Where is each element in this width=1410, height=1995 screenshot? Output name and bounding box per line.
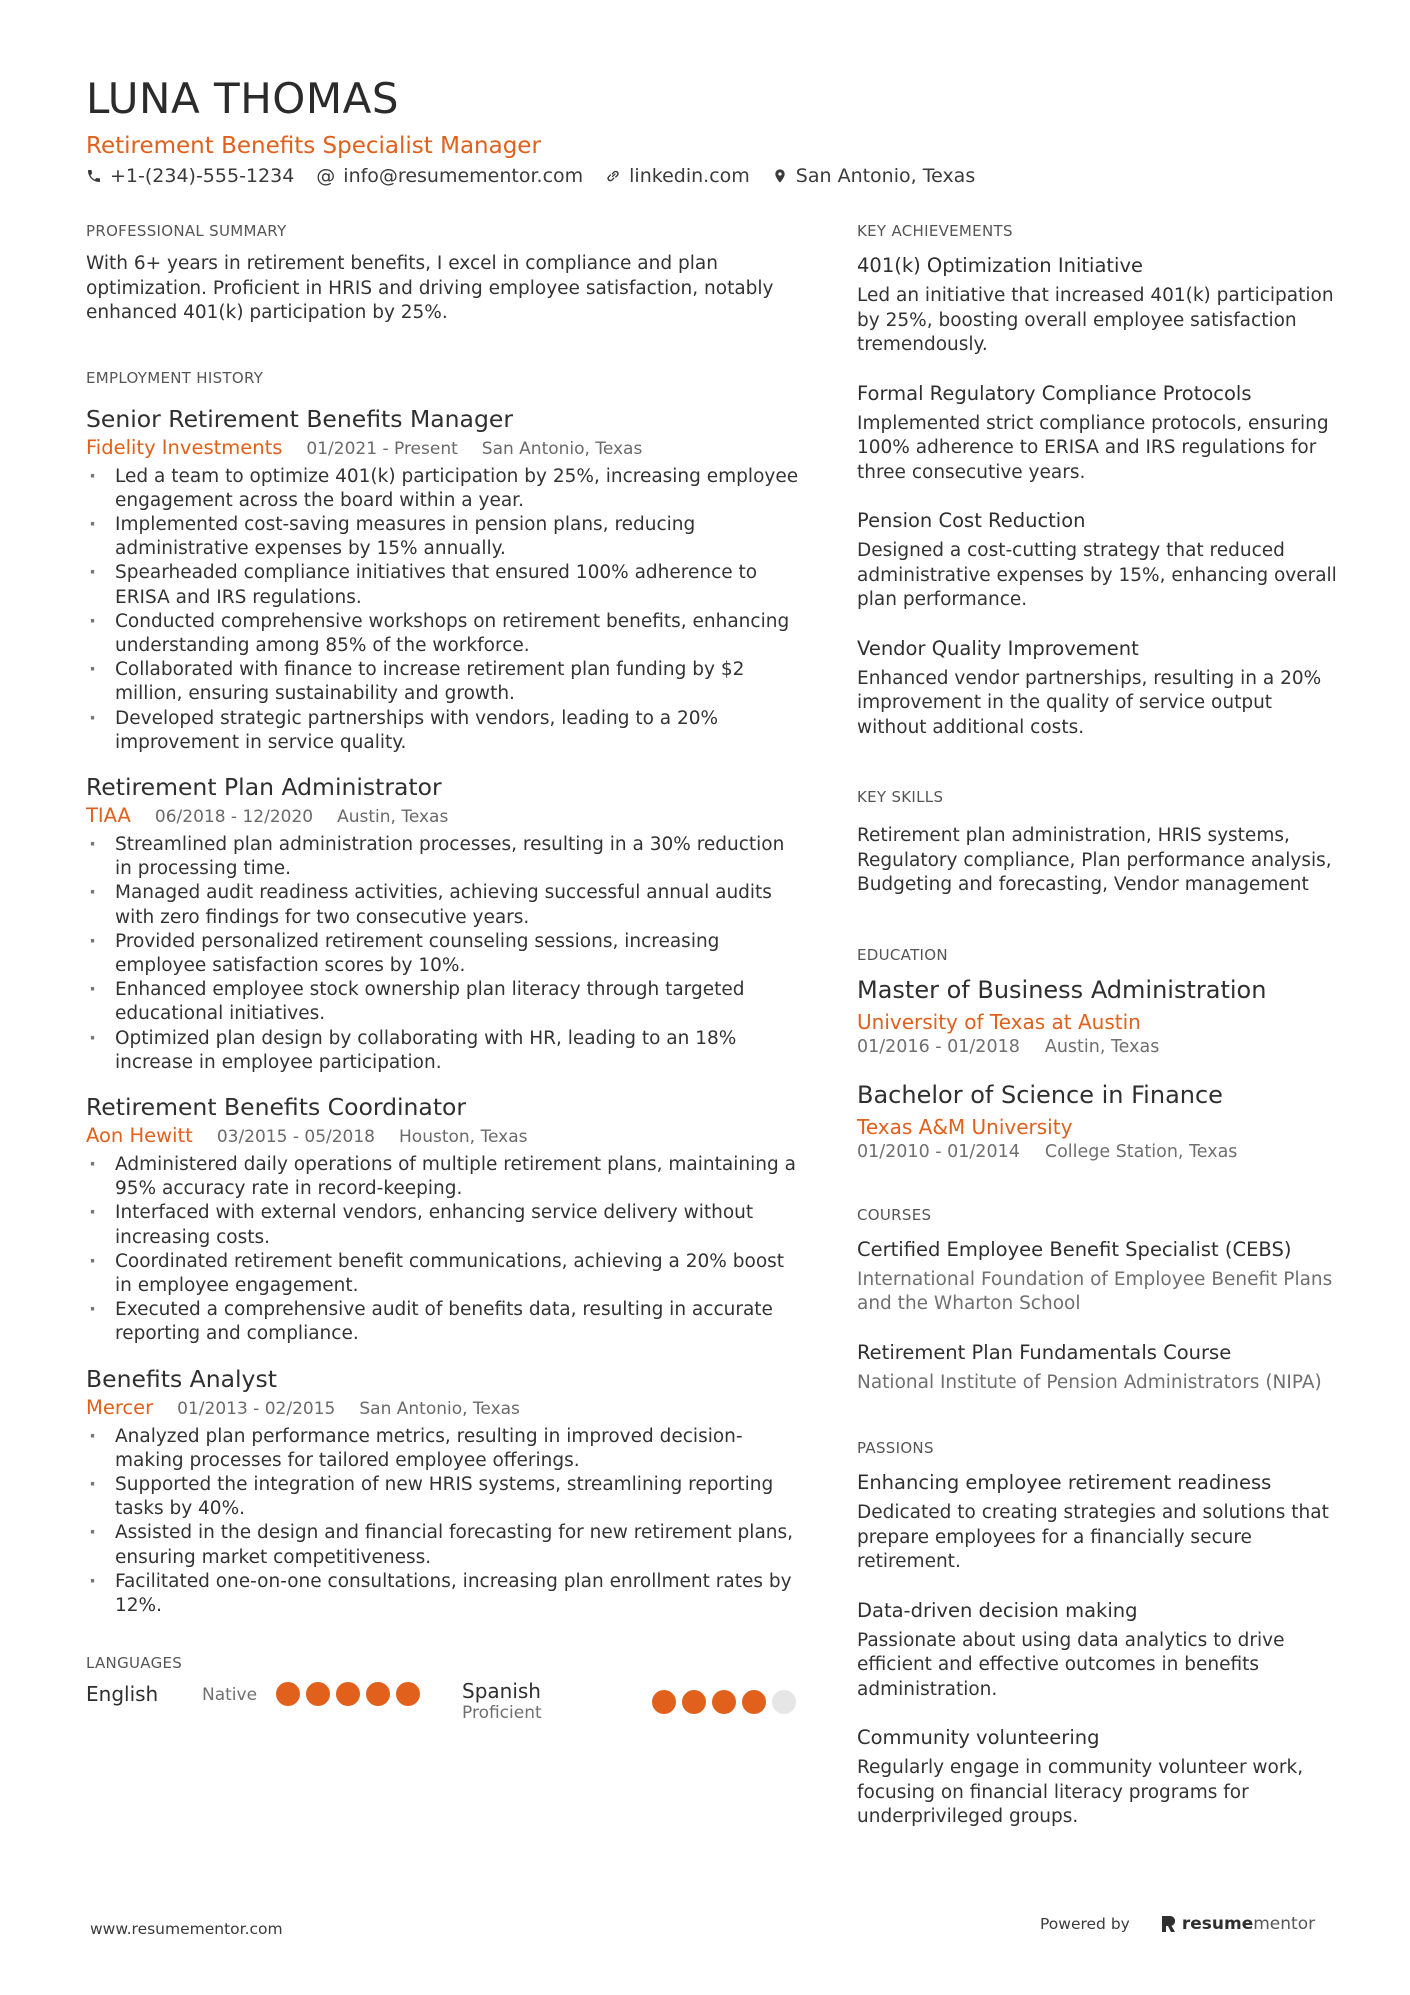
phone-text: +1-(234)-555-1234 (110, 165, 295, 187)
summary-text: With 6+ years in retirement benefits, I excel in compliance and plan optimization. Proficient in HRIS and driving employee satisfaction, notably enhanced 401(k) participation by 25%. (86, 253, 774, 323)
job-bullet: · Implemented cost-saving measures in pension plans, reducing administrative expenses by 15% annually. (86, 513, 806, 561)
candidate-name: LUNA THOMAS (86, 74, 399, 123)
powered-by-text: Powered by (1040, 1915, 1130, 1933)
job-bullet: · Executed a comprehensive audit of benefits data, resulting in accurate reporting and compliance. (86, 1298, 806, 1346)
job-bullet: · Enhanced employee stock ownership plan literacy through targeted educational initiatives. (86, 978, 806, 1026)
job-location: Austin, Texas (337, 806, 449, 827)
job-entry (86, 773, 806, 1075)
achievement-text: Designed a cost-cutting strategy that reduced administrative expenses by 15%, enhancing overall plan performance. (857, 540, 1337, 610)
contact-phone[interactable] (86, 165, 294, 187)
job-location: San Antonio, Texas (359, 1398, 520, 1419)
job-entry (86, 405, 806, 755)
job-bullet: · Managed audit readiness activities, achieving successful annual audits with zero findings for two consecutive years. (86, 881, 806, 929)
education-degree: Master of Business Administration (857, 975, 1267, 1004)
achievement-item (857, 254, 1337, 358)
passions-label: PASSIONS (857, 1439, 934, 1457)
passion-item (857, 1726, 1337, 1830)
languages-label: LANGUAGES (86, 1654, 183, 1673)
job-bullet: · Supported the integration of new HRIS systems, streamlining reporting tasks by 40%. (86, 1473, 806, 1521)
job-dates: 03/2015 - 05/2018 (216, 1126, 376, 1147)
job-bullet: · Optimized plan design by collaborating with HR, leading to an 18% increase in employee participation. (86, 1027, 806, 1075)
job-bullet: · Facilitated one-on-one consultations, increasing plan enrollment rates by 12%. (86, 1570, 806, 1618)
job-dates: 01/2021 - Present (306, 438, 458, 459)
job-meta (86, 804, 806, 827)
passion-text: Regularly engage in community volunteer work, focusing on financial literacy programs for underprivileged groups. (857, 1757, 1304, 1827)
achievement-title: Pension Cost Reduction (857, 509, 1086, 532)
job-bullets (86, 1425, 806, 1619)
job-bullet: · Interfaced with external vendors, enhancing service delivery without increasing costs. (86, 1201, 806, 1249)
education-degree: Bachelor of Science in Finance (857, 1080, 1223, 1109)
passion-title: Data-driven decision making (857, 1598, 1138, 1622)
contact-location (772, 165, 975, 187)
achievement-text: Enhanced vendor partnerships, resulting in a 20% improvement in the quality of service output without additional costs. (857, 667, 1322, 738)
passion-item (857, 1471, 1337, 1575)
job-dates: 06/2018 - 12/2020 (154, 806, 314, 827)
summary-label: PROFESSIONAL SUMMARY (86, 222, 287, 240)
at-icon: @ (316, 165, 336, 187)
resumementor-logo-icon (1160, 1915, 1176, 1933)
job-title: Retirement Benefits Coordinator (86, 1092, 467, 1121)
achievement-item (857, 382, 1337, 486)
job-title: Retirement Plan Administrator (86, 772, 442, 801)
course-item (857, 1238, 1337, 1317)
job-bullet: · Spearheaded compliance initiatives that ensured 100% adherence to ERISA and IRS regulations. (86, 561, 806, 609)
job-bullet: · Coordinated retirement benefit communications, achieving a 20% boost in employee engagement. (86, 1250, 806, 1298)
language-level: Native (202, 1685, 258, 1706)
language-item (86, 1682, 158, 1706)
job-company: Mercer (86, 1395, 154, 1419)
job-meta (86, 1124, 806, 1147)
brand-bold: resume (1181, 1914, 1254, 1934)
achievement-text: Led an initiative that increased 401(k) participation by 25%, boosting overall employee satisfaction tremendously. (857, 285, 1334, 355)
course-provider: International Foundation of Employee Benefit Plans and the Wharton School (857, 1268, 1333, 1314)
language-item (462, 1679, 542, 1723)
location-pin-icon (772, 168, 788, 184)
job-title: Senior Retirement Benefits Manager (86, 404, 513, 433)
education-meta (857, 1142, 1337, 1162)
job-bullet: · Streamlined plan administration processes, resulting in a 30% reduction in processing time. (86, 833, 806, 881)
language-rating (652, 1690, 802, 1714)
rating-dot-filled (276, 1682, 300, 1706)
achievement-item (857, 637, 1337, 741)
job-dates: 01/2013 - 02/2015 (177, 1398, 336, 1419)
job-bullet: · Developed strategic partnerships with vendors, leading to a 20% improvement in service quality. (86, 707, 806, 755)
achievement-title: Vendor Quality Improvement (857, 636, 1139, 660)
languages-list (86, 1679, 806, 1742)
education-item (857, 1081, 1337, 1162)
achievement-item (857, 509, 1337, 613)
skills-label: KEY SKILLS (857, 788, 944, 806)
footer-website[interactable]: www.resumementor.com (90, 1920, 283, 1938)
passions-list (857, 1471, 1337, 1830)
footer-branding (1040, 1914, 1315, 1934)
email-text: info@resumementor.com (343, 165, 584, 187)
language-level-wrap (202, 1685, 257, 1705)
rating-dot-filled (396, 1682, 420, 1706)
right-column (857, 222, 1337, 1830)
courses-list (857, 1238, 1337, 1396)
job-bullet: · Led a team to optimize 401(k) participation by 25%, increasing employee engagement across the board within a year. (86, 465, 806, 513)
linkedin-text: linkedin.com (629, 165, 750, 187)
job-bullet: · Collaborated with finance to increase retirement plan funding by $2 million, ensuring sustainability and growth. (86, 658, 806, 706)
course-title: Retirement Plan Fundamentals Course (857, 1340, 1232, 1364)
passion-title: Community volunteering (857, 1726, 1100, 1749)
job-bullets (86, 833, 806, 1075)
job-title: Benefits Analyst (86, 1364, 277, 1393)
achievements-label: KEY ACHIEVEMENTS (857, 222, 1013, 240)
brand-light: mentor (1253, 1914, 1316, 1934)
rating-dot-filled (682, 1690, 706, 1714)
job-bullet: · Provided personalized retirement counseling sessions, increasing employee satisfaction scores by 10%. (86, 930, 806, 978)
left-column (86, 222, 806, 1742)
skills-text: Retirement plan administration, HRIS systems, Regulatory compliance, Plan performance analysis, Budgeting and forecasting, Vendor management (857, 825, 1332, 895)
contact-bar (86, 165, 997, 187)
course-item (857, 1341, 1337, 1396)
job-bullet: · Assisted in the design and financial forecasting for new retirement plans, ensuring market competitiveness. (86, 1521, 806, 1569)
job-bullet: · Administered daily operations of multiple retirement plans, maintaining a 95% accuracy rate in record-keeping. (86, 1153, 806, 1201)
contact-linkedin[interactable] (605, 165, 750, 187)
job-bullets (86, 1153, 806, 1347)
phone-icon (86, 168, 102, 184)
rating-dot-filled (652, 1690, 676, 1714)
passion-text: Passionate about using data analytics to drive efficient and effective outcomes in benefits administration. (857, 1629, 1285, 1700)
job-meta (86, 436, 806, 459)
education-dates: 01/2010 - 01/2014 (857, 1141, 1020, 1162)
education-meta (857, 1037, 1337, 1057)
rating-dot-filled (366, 1682, 390, 1706)
employment-list (86, 405, 806, 1619)
language-rating (276, 1682, 426, 1706)
passion-item (857, 1599, 1337, 1703)
candidate-title: Retirement Benefits Specialist Manager (86, 133, 541, 159)
achievement-title: 401(k) Optimization Initiative (857, 254, 1144, 277)
passion-title: Enhancing employee retirement readiness (857, 1471, 1272, 1494)
education-school: University of Texas at Austin (857, 1009, 1141, 1034)
link-icon (605, 168, 621, 184)
job-location: Houston, Texas (399, 1126, 528, 1147)
education-label: EDUCATION (857, 945, 948, 964)
course-provider: National Institute of Pension Administrators (NIPA) (857, 1371, 1322, 1393)
achievement-text: Implemented strict compliance protocols, ensuring 100% adherence to ERISA and IRS regulations for three consecutive years. (857, 412, 1329, 483)
rating-dot-filled (336, 1682, 360, 1706)
rating-dot-filled (712, 1690, 736, 1714)
job-meta (86, 1396, 806, 1419)
job-entry (86, 1093, 806, 1347)
job-bullet: · Analyzed plan performance metrics, resulting in improved decision-making processes for tailored employee offerings. (86, 1425, 806, 1473)
education-list (857, 976, 1337, 1162)
education-location: College Station, Texas (1044, 1141, 1238, 1162)
passion-text: Dedicated to creating strategies and solutions that prepare employees for a financially secure retirement. (857, 1502, 1329, 1572)
language-level: Proficient (462, 1703, 542, 1724)
language-name: English (86, 1682, 159, 1707)
job-bullets (86, 465, 806, 755)
rating-dot-filled (742, 1690, 766, 1714)
job-company: TIAA (86, 803, 131, 827)
education-item (857, 976, 1337, 1057)
course-title: Certified Employee Benefit Specialist (CEBS) (857, 1237, 1292, 1261)
job-entry (86, 1365, 806, 1619)
education-location: Austin, Texas (1044, 1036, 1160, 1057)
education-dates: 01/2016 - 01/2018 (857, 1036, 1020, 1057)
location-text: San Antonio, Texas (795, 165, 976, 187)
achievement-title: Formal Regulatory Compliance Protocols (857, 381, 1252, 405)
language-name: Spanish (462, 1679, 541, 1704)
job-company: Fidelity Investments (86, 435, 283, 459)
rating-dot-empty (772, 1690, 796, 1714)
contact-email[interactable] (316, 165, 583, 187)
employment-label: EMPLOYMENT HISTORY (86, 368, 264, 387)
job-company: Aon Hewitt (86, 1123, 193, 1147)
achievements-list (857, 254, 1337, 740)
courses-label: COURSES (857, 1205, 932, 1224)
job-location: San Antonio, Texas (481, 438, 643, 459)
rating-dot-filled (306, 1682, 330, 1706)
brand-logo[interactable] (1160, 1914, 1315, 1934)
job-bullet: · Conducted comprehensive workshops on retirement benefits, enhancing understanding among 85% of the workforce. (86, 610, 806, 658)
education-school: Texas A&M University (857, 1114, 1073, 1139)
